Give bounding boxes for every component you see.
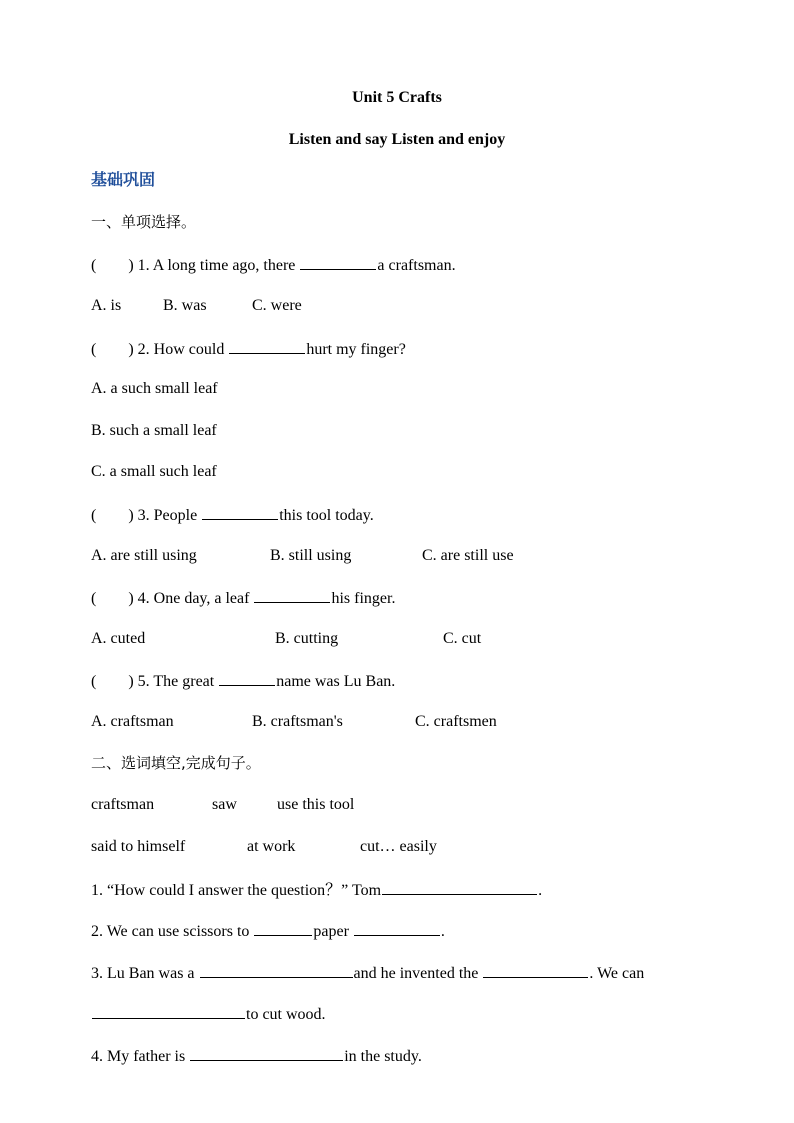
answer-blank[interactable]: [229, 338, 305, 354]
page-subtitle: Listen and say Listen and enjoy: [288, 131, 506, 148]
sentence-text-end: .: [538, 882, 543, 899]
word-bank-item: at work: [247, 838, 296, 855]
section-heading: 基础巩固: [91, 170, 156, 189]
sentence-text: 1. “How could I answer the question？” Tom: [91, 882, 382, 899]
option-c[interactable]: C. are still use: [422, 547, 514, 564]
answer-paren: ( ): [91, 341, 134, 358]
answer-paren: ( ): [91, 257, 134, 274]
part2-heading: 二、选词填空,完成句子。: [91, 754, 261, 772]
question-text-end: a craftsman.: [377, 257, 456, 274]
word-bank-item: said to himself: [91, 838, 186, 855]
question-text: 1. A long time ago, there: [137, 257, 296, 274]
question-text-end: hurt my finger?: [306, 341, 406, 358]
fill-blank[interactable]: [382, 879, 537, 895]
answer-paren: ( ): [91, 507, 134, 524]
question-4: [91, 587, 395, 609]
part1-heading: 一、单项选择。: [91, 213, 197, 231]
option-a[interactable]: A. cuted: [91, 630, 146, 647]
question-2: [91, 338, 406, 360]
question-5: [91, 670, 395, 692]
sentence-text: 3. Lu Ban was a: [91, 965, 195, 982]
question-text-end: this tool today.: [279, 507, 374, 524]
answer-paren: ( ): [91, 590, 134, 607]
fill-blank[interactable]: [483, 962, 588, 978]
answer-paren: ( ): [91, 673, 134, 690]
question-text-end: name was Lu Ban.: [276, 673, 396, 690]
sentence-2: [91, 920, 445, 942]
sentence-text: 4. My father is: [91, 1048, 186, 1065]
word-bank-item: use this tool: [277, 796, 355, 813]
question-text: 4. One day, a leaf: [137, 590, 250, 607]
fill-blank[interactable]: [200, 962, 353, 978]
sentence-3-continued: [91, 1003, 326, 1025]
question-text: 2. How could: [137, 341, 225, 358]
answer-blank[interactable]: [202, 504, 278, 520]
option-b[interactable]: B. still using: [270, 547, 352, 564]
sentence-text-end: . We can: [589, 965, 645, 982]
sentence-4: [91, 1045, 422, 1067]
answer-blank[interactable]: [219, 670, 275, 686]
option-c[interactable]: C. a small such leaf: [91, 463, 217, 480]
option-b[interactable]: B. cutting: [275, 630, 339, 647]
sentence-3: [91, 962, 644, 984]
answer-blank[interactable]: [300, 254, 376, 270]
answer-blank[interactable]: [254, 587, 330, 603]
option-b[interactable]: B. such a small leaf: [91, 422, 217, 439]
sentence-1: [91, 879, 542, 901]
sentence-text: to cut wood.: [246, 1006, 326, 1023]
fill-blank[interactable]: [92, 1003, 245, 1019]
option-b[interactable]: B. craftsman's: [252, 713, 343, 730]
word-bank-item: cut… easily: [360, 838, 437, 855]
option-a[interactable]: A. a such small leaf: [91, 380, 218, 397]
option-a[interactable]: A. are still using: [91, 547, 197, 564]
question-text-end: his finger.: [331, 590, 396, 607]
option-b[interactable]: B. was: [163, 297, 207, 314]
option-c[interactable]: C. cut: [443, 630, 482, 647]
question-text: 5. The great: [137, 673, 215, 690]
sentence-text: 2. We can use scissors to: [91, 923, 250, 940]
question-text: 3. People: [137, 507, 198, 524]
page-title: Unit 5 Crafts: [352, 89, 442, 106]
option-a[interactable]: A. is: [91, 297, 122, 314]
sentence-text-mid: and he invented the: [353, 965, 479, 982]
question-1: [91, 254, 456, 276]
sentence-text-end: in the study.: [344, 1048, 422, 1065]
fill-blank[interactable]: [254, 920, 312, 936]
option-c[interactable]: C. craftsmen: [415, 713, 497, 730]
option-a[interactable]: A. craftsman: [91, 713, 174, 730]
fill-blank[interactable]: [354, 920, 440, 936]
word-bank-item: craftsman: [91, 796, 155, 813]
sentence-text-end: .: [440, 923, 445, 940]
option-c[interactable]: C. were: [252, 297, 302, 314]
sentence-text-mid: paper: [313, 923, 349, 940]
word-bank-item: saw: [212, 796, 237, 813]
question-3: [91, 504, 374, 526]
fill-blank[interactable]: [190, 1045, 343, 1061]
